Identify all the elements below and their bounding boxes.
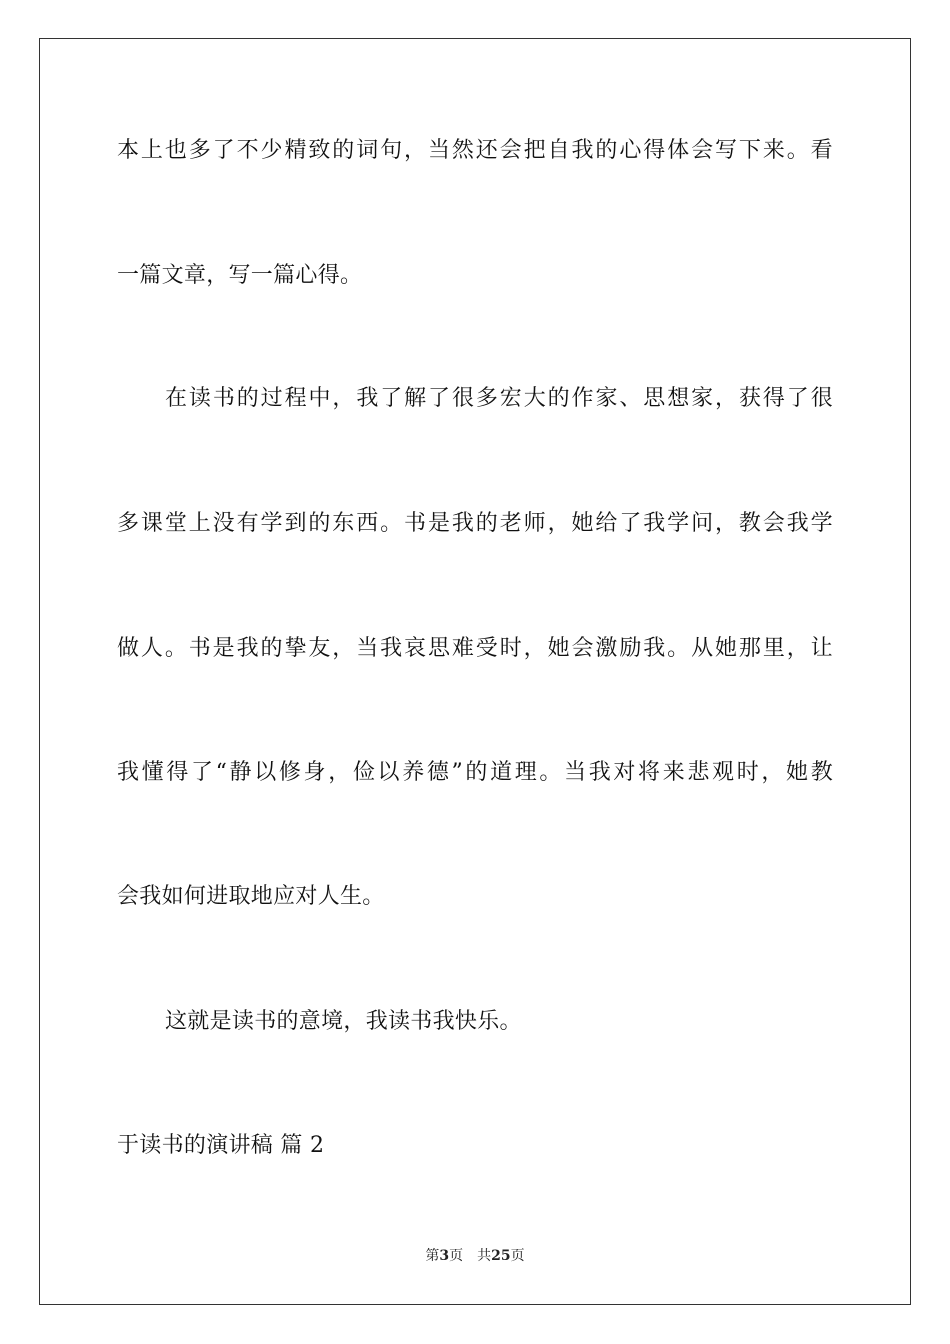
paragraph-line: 做人。书是我的挚友，当我哀思难受时，她会激励我。从她那里，让 [117, 636, 833, 661]
paragraph-line: 这就是读书的意境，我读书我快乐。 [165, 1009, 522, 1034]
section-heading: 于读书的演讲稿 篇 2 [117, 1133, 325, 1158]
paragraph-line: 本上也多了不少精致的词句，当然还会把自我的心得体会写下来。看 [117, 138, 833, 163]
total-suffix: 页 [510, 1248, 525, 1264]
paragraph-line: 我懂得了“静以修身，俭以养德”的道理。当我对将来悲观时，她教 [117, 760, 833, 785]
paragraph-line: 多课堂上没有学到的东西。书是我的老师，她给了我学问，教会我学 [117, 511, 833, 536]
total-prefix: 共 [477, 1248, 492, 1264]
paragraph-line: 在读书的过程中，我了解了很多宏大的作家、思想家，获得了很 [165, 386, 833, 411]
page-prefix: 第 [425, 1248, 440, 1264]
page-footer [0, 1247, 950, 1265]
paragraph-line: 一篇文章，写一篇心得。 [117, 263, 363, 288]
page-current: 3 [439, 1248, 450, 1264]
page-suffix: 页 [449, 1248, 464, 1264]
page-border [39, 38, 911, 1305]
paragraph-line: 会我如何进取地应对人生。 [117, 884, 385, 909]
page-total: 25 [491, 1248, 511, 1264]
